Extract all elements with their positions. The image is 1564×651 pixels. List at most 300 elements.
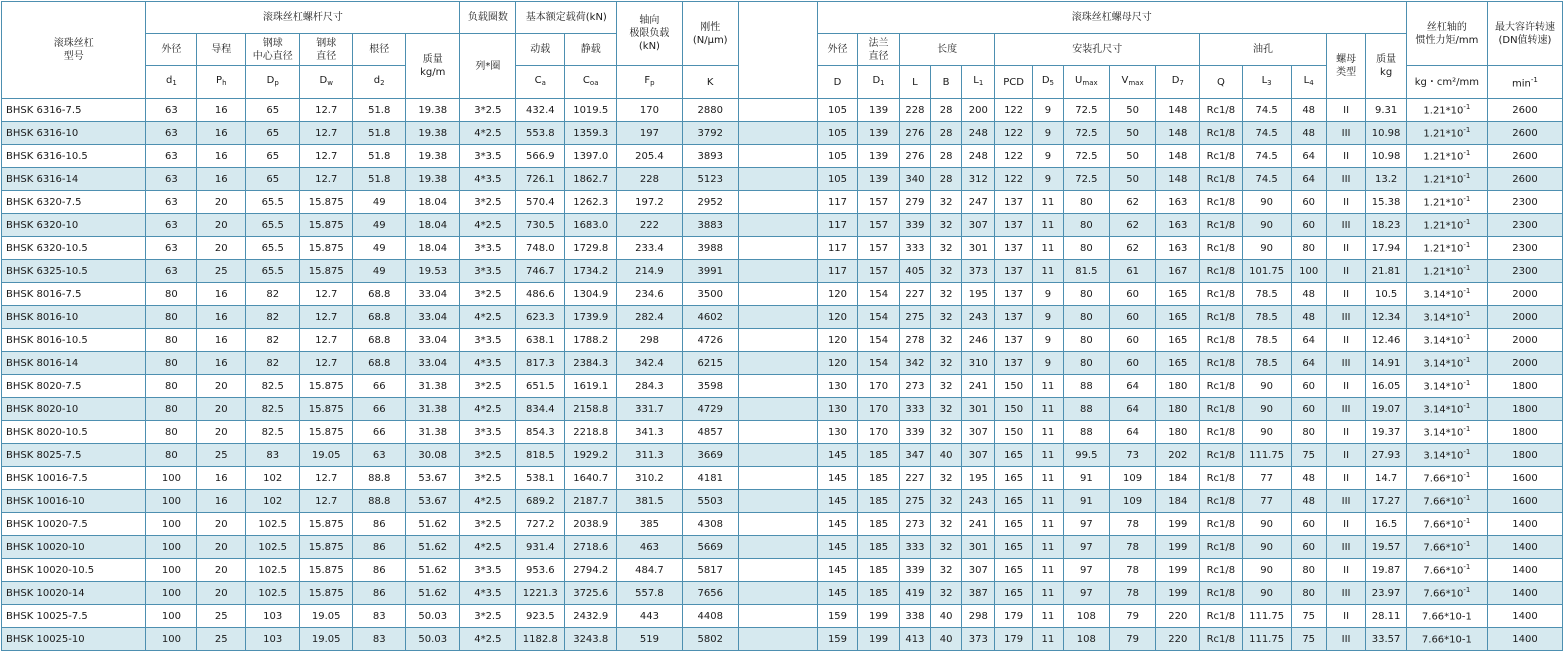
table-cell: 78 (1109, 582, 1156, 605)
table-cell: 333 (899, 536, 930, 559)
table-cell: 154 (858, 329, 900, 352)
table-cell: 199 (1156, 582, 1200, 605)
blank-cell (738, 444, 817, 467)
table-cell: 159 (817, 628, 858, 651)
table-cell: III (1326, 398, 1365, 421)
table-cell: 405 (899, 260, 930, 283)
table-cell: 63 (146, 145, 197, 168)
table-cell: 4308 (682, 513, 738, 536)
table-cell: 27.93 (1366, 444, 1407, 467)
table-cell: 12.7 (300, 283, 353, 306)
table-cell: 727.2 (516, 513, 565, 536)
table-cell: 15.875 (300, 582, 353, 605)
table-cell: 16 (197, 329, 246, 352)
header-mount-holes: 安装孔尺寸 (995, 34, 1200, 66)
table-row (2, 260, 1563, 283)
table-cell: 49 (353, 191, 406, 214)
table-cell: 32 (930, 237, 961, 260)
model-cell: BHSK 10020-10 (2, 536, 146, 559)
table-cell: 80 (1063, 191, 1109, 214)
table-cell: 77 (1242, 467, 1291, 490)
table-cell: 9 (1032, 122, 1063, 145)
table-cell: II (1326, 559, 1365, 582)
table-cell: II (1326, 513, 1365, 536)
table-cell: 102.5 (246, 582, 300, 605)
model-cell: BHSK 8020-10 (2, 398, 146, 421)
table-cell: 137 (995, 214, 1032, 237)
table-cell: 748.0 (516, 237, 565, 260)
sym-fp: $F_p$ (617, 66, 682, 99)
sym-B: B (930, 66, 961, 99)
table-cell: 78 (1109, 536, 1156, 559)
table-cell: 50 (1109, 168, 1156, 191)
table-cell: 18.04 (406, 191, 460, 214)
table-cell: 2600 (1487, 168, 1562, 191)
table-cell: 64 (1291, 352, 1326, 375)
table-cell: 154 (858, 306, 900, 329)
table-cell: $3.14*10^{-1}$ (1406, 444, 1487, 467)
table-cell: 49 (353, 260, 406, 283)
table-cell: 9.31 (1366, 99, 1407, 122)
table-cell: 7656 (682, 582, 738, 605)
header-ball-center-dia: 钢球 中心直径 (246, 34, 300, 66)
table-cell: 83 (353, 628, 406, 651)
table-cell: 97 (1063, 536, 1109, 559)
table-cell: 241 (962, 513, 995, 536)
table-cell: 111.75 (1242, 605, 1291, 628)
table-cell: 122 (995, 168, 1032, 191)
sym-ca: $C_a$ (516, 66, 565, 99)
table-cell: 74.5 (1242, 168, 1291, 191)
blank-cell (738, 306, 817, 329)
table-cell: 78.5 (1242, 306, 1291, 329)
table-cell: 11 (1032, 375, 1063, 398)
table-cell: 31.38 (406, 398, 460, 421)
table-cell: 62 (1109, 191, 1156, 214)
table-cell: 19.57 (1366, 536, 1407, 559)
table-cell: 33.04 (406, 352, 460, 375)
table-cell: 199 (858, 628, 900, 651)
header-blank (738, 2, 817, 99)
table-cell: 28 (930, 168, 961, 191)
table-cell: Rc1/8 (1200, 628, 1243, 651)
table-cell: Rc1/8 (1200, 260, 1243, 283)
blank-cell (738, 283, 817, 306)
sym-ph: $P_h$ (197, 66, 246, 99)
table-cell: 63 (146, 99, 197, 122)
table-cell: 15.875 (300, 375, 353, 398)
table-cell: 1788.2 (565, 329, 617, 352)
table-cell: 86 (353, 513, 406, 536)
table-cell: 1262.3 (565, 191, 617, 214)
table-cell: 40 (930, 628, 961, 651)
table-cell: 51.62 (406, 536, 460, 559)
table-row (2, 490, 1563, 513)
table-cell: 137 (995, 237, 1032, 260)
table-cell: 3598 (682, 375, 738, 398)
table-cell: 51.8 (353, 168, 406, 191)
table-cell: 105 (817, 168, 858, 191)
table-cell: 432.4 (516, 99, 565, 122)
table-cell: III (1326, 306, 1365, 329)
table-cell: 64 (1291, 145, 1326, 168)
table-cell: 99.5 (1063, 444, 1109, 467)
table-cell: 2718.6 (565, 536, 617, 559)
table-cell: 413 (899, 628, 930, 651)
table-cell: 5817 (682, 559, 738, 582)
table-cell: Rc1/8 (1200, 283, 1243, 306)
table-cell: 32 (930, 467, 961, 490)
table-cell: 165 (1156, 352, 1200, 375)
table-cell: 32 (930, 421, 961, 444)
sym-Umax: $U_{max}$ (1063, 66, 1109, 99)
table-cell: 100 (146, 582, 197, 605)
model-cell: BHSK 8020-10.5 (2, 421, 146, 444)
table-cell: 137 (995, 191, 1032, 214)
table-cell: 32 (930, 559, 961, 582)
table-cell: Rc1/8 (1200, 444, 1243, 467)
table-cell: 307 (962, 559, 995, 582)
table-cell: Rc1/8 (1200, 237, 1243, 260)
table-cell: 443 (617, 605, 682, 628)
table-cell: 339 (899, 214, 930, 237)
table-cell: 16 (197, 99, 246, 122)
table-cell: 307 (962, 421, 995, 444)
table-cell: 102.5 (246, 513, 300, 536)
table-cell: Rc1/8 (1200, 329, 1243, 352)
table-cell: 20 (197, 214, 246, 237)
table-cell: 78.5 (1242, 329, 1291, 352)
model-cell: BHSK 10020-7.5 (2, 513, 146, 536)
table-cell: 273 (899, 513, 930, 536)
table-cell: 19.07 (1366, 398, 1407, 421)
table-cell: 100 (146, 513, 197, 536)
table-cell: 80 (1291, 559, 1326, 582)
table-row (2, 467, 1563, 490)
table-row (2, 191, 1563, 214)
table-cell: 3*3.5 (460, 237, 516, 260)
table-cell: 165 (1156, 329, 1200, 352)
table-cell: 20 (197, 375, 246, 398)
table-cell: 130 (817, 421, 858, 444)
table-cell: II (1326, 237, 1365, 260)
table-cell: 2158.8 (565, 398, 617, 421)
table-cell: 100 (146, 559, 197, 582)
table-cell: 11 (1032, 444, 1063, 467)
table-cell: 3*2.5 (460, 191, 516, 214)
table-row (2, 122, 1563, 145)
table-cell: Rc1/8 (1200, 122, 1243, 145)
table-cell: 32 (930, 306, 961, 329)
table-cell: 2000 (1487, 283, 1562, 306)
table-cell: 2600 (1487, 145, 1562, 168)
table-cell: 241 (962, 375, 995, 398)
model-cell: BHSK 6316-10 (2, 122, 146, 145)
table-cell: 145 (817, 467, 858, 490)
table-cell: 179 (995, 605, 1032, 628)
table-cell: 1397.0 (565, 145, 617, 168)
header-outer-dia: 外径 (146, 34, 197, 66)
table-cell: 185 (858, 444, 900, 467)
table-cell: 7.66*10-1 (1406, 605, 1487, 628)
table-cell: 165 (995, 444, 1032, 467)
table-cell: 48 (1291, 283, 1326, 306)
table-cell: III (1326, 122, 1365, 145)
table-cell: 331.7 (617, 398, 682, 421)
table-cell: 199 (858, 605, 900, 628)
model-cell: BHSK 10016-7.5 (2, 467, 146, 490)
table-cell: 12.7 (300, 490, 353, 513)
table-cell: 65.5 (246, 260, 300, 283)
table-cell: 103 (246, 628, 300, 651)
table-cell: 90 (1242, 398, 1291, 421)
table-cell: 80 (1291, 237, 1326, 260)
table-cell: 33.04 (406, 306, 460, 329)
table-cell: 145 (817, 536, 858, 559)
table-cell: 2952 (682, 191, 738, 214)
table-row (2, 421, 1563, 444)
table-cell: 170 (858, 421, 900, 444)
table-cell: 145 (817, 490, 858, 513)
table-cell: 12.7 (300, 168, 353, 191)
table-cell: 80 (1063, 237, 1109, 260)
table-cell: 83 (246, 444, 300, 467)
table-cell: 64 (1109, 421, 1156, 444)
table-cell: 86 (353, 536, 406, 559)
table-cell: 16 (197, 122, 246, 145)
table-cell: $3.14*10^{-1}$ (1406, 329, 1487, 352)
table-cell: 157 (858, 191, 900, 214)
table-cell: 227 (899, 467, 930, 490)
table-cell: 97 (1063, 513, 1109, 536)
blank-cell (738, 605, 817, 628)
table-cell: 311.3 (617, 444, 682, 467)
table-cell: 170 (617, 99, 682, 122)
table-cell: 31.38 (406, 421, 460, 444)
table-cell: 82.5 (246, 421, 300, 444)
table-cell: 20 (197, 191, 246, 214)
table-cell: 1400 (1487, 582, 1562, 605)
table-cell: 51.62 (406, 582, 460, 605)
model-cell: BHSK 6320-10 (2, 214, 146, 237)
table-cell: 199 (1156, 559, 1200, 582)
table-cell: 185 (858, 467, 900, 490)
table-cell: 91 (1063, 467, 1109, 490)
table-cell: 60 (1109, 283, 1156, 306)
table-cell: III (1326, 490, 1365, 513)
model-cell: BHSK 6325-10.5 (2, 260, 146, 283)
table-cell: 88 (1063, 421, 1109, 444)
table-cell: 222 (617, 214, 682, 237)
table-cell: 20 (197, 559, 246, 582)
table-cell: $1.21*10^{-1}$ (1406, 237, 1487, 260)
table-cell: 16 (197, 168, 246, 191)
table-cell: 31.38 (406, 375, 460, 398)
table-cell: 80 (1063, 283, 1109, 306)
sym-d1: $d_1$ (146, 66, 197, 99)
table-cell: $1.21*10^{-1}$ (1406, 145, 1487, 168)
sym-d2: $d_2$ (353, 66, 406, 99)
table-cell: 3792 (682, 122, 738, 145)
table-cell: 214.9 (617, 260, 682, 283)
header-inertia: 丝杠轴的 惯性力矩/mm (1406, 2, 1487, 66)
table-cell: 90 (1242, 536, 1291, 559)
table-cell: 1800 (1487, 375, 1562, 398)
table-cell: 65.5 (246, 214, 300, 237)
table-cell: 63 (146, 260, 197, 283)
table-cell: 90 (1242, 513, 1291, 536)
table-cell: II (1326, 375, 1365, 398)
table-cell: 100 (146, 467, 197, 490)
table-cell: 137 (995, 283, 1032, 306)
table-cell: 4*2.5 (460, 214, 516, 237)
table-cell: 130 (817, 375, 858, 398)
table-cell: 5802 (682, 628, 738, 651)
table-cell: 1800 (1487, 398, 1562, 421)
table-cell: 60 (1291, 536, 1326, 559)
table-cell: 227 (899, 283, 930, 306)
table-cell: 1683.0 (565, 214, 617, 237)
table-row (2, 214, 1563, 237)
table-cell: 16.5 (1366, 513, 1407, 536)
header-model: 滚珠丝杠 型号 (2, 2, 146, 99)
table-cell: 82 (246, 283, 300, 306)
table-cell: 9 (1032, 329, 1063, 352)
table-cell: 157 (858, 214, 900, 237)
table-cell: 32 (930, 490, 961, 513)
table-cell: 342.4 (617, 352, 682, 375)
table-cell: 65.5 (246, 191, 300, 214)
sym-L4: $L_4$ (1291, 66, 1326, 99)
table-cell: 1800 (1487, 421, 1562, 444)
table-cell: 100 (146, 628, 197, 651)
table-cell: 817.3 (516, 352, 565, 375)
table-cell: 2218.8 (565, 421, 617, 444)
table-cell: 3725.6 (565, 582, 617, 605)
table-cell: 205.4 (617, 145, 682, 168)
table-cell: 10.5 (1366, 283, 1407, 306)
table-cell: 339 (899, 421, 930, 444)
table-cell: Rc1/8 (1200, 168, 1243, 191)
table-cell: 623.3 (516, 306, 565, 329)
table-cell: 273 (899, 375, 930, 398)
table-cell: 18.04 (406, 237, 460, 260)
table-cell: 301 (962, 398, 995, 421)
blank-cell (738, 260, 817, 283)
table-cell: 9 (1032, 283, 1063, 306)
table-cell: 102.5 (246, 559, 300, 582)
table-cell: 2300 (1487, 237, 1562, 260)
table-cell: 15.875 (300, 559, 353, 582)
table-cell: 90 (1242, 191, 1291, 214)
blank-cell (738, 214, 817, 237)
table-cell: II (1326, 260, 1365, 283)
table-cell: 1221.3 (516, 582, 565, 605)
table-cell: 117 (817, 214, 858, 237)
table-cell: 120 (817, 329, 858, 352)
table-cell: 381.5 (617, 490, 682, 513)
table-cell: 3*3.5 (460, 329, 516, 352)
table-cell: 179 (995, 628, 1032, 651)
table-cell: 11 (1032, 490, 1063, 513)
table-cell: 570.4 (516, 191, 565, 214)
table-cell: 32 (930, 398, 961, 421)
header-ball-dia: 钢球 直径 (300, 34, 353, 66)
table-cell: 1400 (1487, 513, 1562, 536)
table-cell: 19.05 (300, 628, 353, 651)
table-cell: 148 (1156, 122, 1200, 145)
table-cell: 278 (899, 329, 930, 352)
table-cell: 105 (817, 145, 858, 168)
table-cell: 9 (1032, 99, 1063, 122)
table-cell: II (1326, 99, 1365, 122)
model-cell: BHSK 6320-10.5 (2, 237, 146, 260)
table-cell: 64 (1291, 168, 1326, 191)
header-lead: 导程 (197, 34, 246, 66)
table-cell: 2300 (1487, 191, 1562, 214)
table-row (2, 145, 1563, 168)
table-cell: $7.66*10^{-1}$ (1406, 559, 1487, 582)
table-cell: 243 (962, 306, 995, 329)
table-cell: 60 (1291, 191, 1326, 214)
table-cell: 5503 (682, 490, 738, 513)
table-cell: 1400 (1487, 559, 1562, 582)
table-cell: 25 (197, 260, 246, 283)
table-cell: 75 (1291, 444, 1326, 467)
table-cell: 16.05 (1366, 375, 1407, 398)
table-cell: 49 (353, 214, 406, 237)
table-cell: 25 (197, 605, 246, 628)
table-cell: 15.875 (300, 214, 353, 237)
table-cell: 276 (899, 145, 930, 168)
blank-cell (738, 191, 817, 214)
model-cell: BHSK 10025-7.5 (2, 605, 146, 628)
table-cell: 63 (146, 214, 197, 237)
table-cell: 373 (962, 260, 995, 283)
table-cell: 64 (1291, 329, 1326, 352)
table-cell: 61 (1109, 260, 1156, 283)
model-cell: BHSK 6316-14 (2, 168, 146, 191)
table-cell: 60 (1109, 306, 1156, 329)
table-row (2, 628, 1563, 651)
table-cell: 9 (1032, 145, 1063, 168)
table-cell: 103 (246, 605, 300, 628)
table-cell: 15.38 (1366, 191, 1407, 214)
table-cell: 4*2.5 (460, 490, 516, 513)
table-cell: 81.5 (1063, 260, 1109, 283)
blank-cell (738, 352, 817, 375)
table-cell: 53.67 (406, 467, 460, 490)
header-mass: 质量 kg/m (406, 34, 460, 99)
table-cell: 243 (962, 490, 995, 513)
table-cell: 301 (962, 237, 995, 260)
table-cell: 80 (146, 398, 197, 421)
table-cell: 301 (962, 536, 995, 559)
header-dynamic: 动载 (516, 34, 565, 66)
table-cell: 32 (930, 513, 961, 536)
table-cell: III (1326, 352, 1365, 375)
table-cell: 88 (1063, 375, 1109, 398)
table-cell: 90 (1242, 214, 1291, 237)
table-cell: 100 (1291, 260, 1326, 283)
specification-table (1, 1, 1563, 651)
table-cell: $1.21*10^{-1}$ (1406, 260, 1487, 283)
sym-dp: $D_p$ (246, 66, 300, 99)
table-cell: 88.8 (353, 467, 406, 490)
table-cell: 3*2.5 (460, 444, 516, 467)
table-cell: 4*3.5 (460, 168, 516, 191)
table-cell: 51.8 (353, 145, 406, 168)
